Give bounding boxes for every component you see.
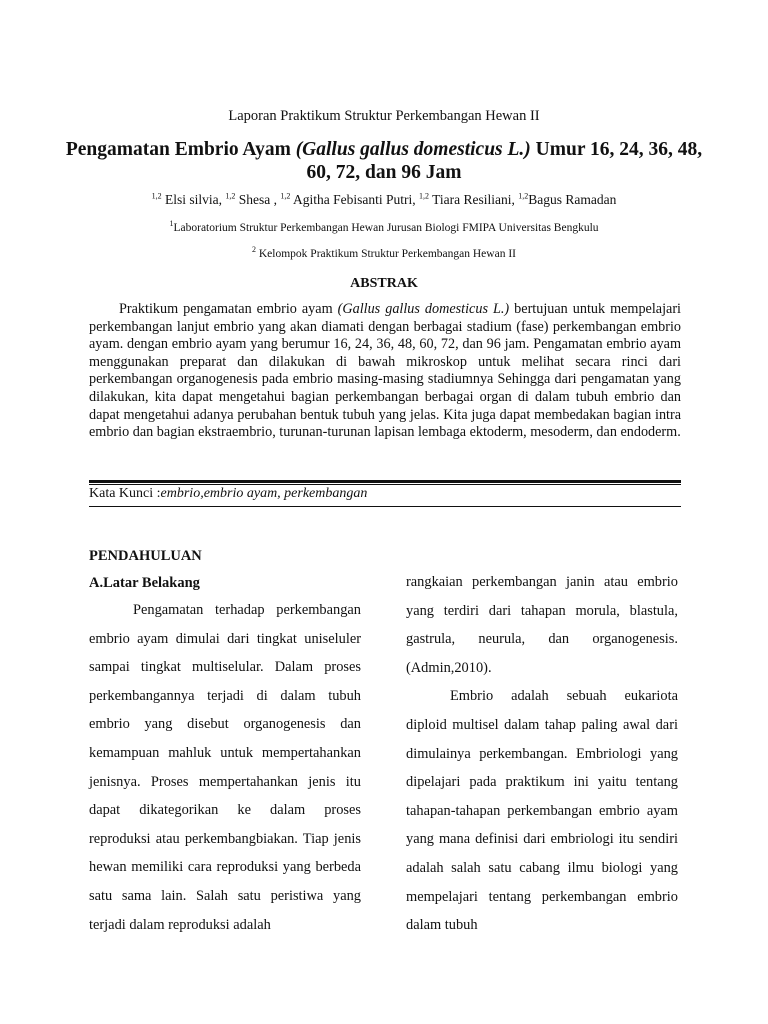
title-part2: Umur 16, 24, 36, 48, 60, 72, dan 96 Jam (306, 139, 703, 183)
keywords-label: Kata Kunci : (89, 486, 161, 501)
author-sup: 1,2 (225, 191, 236, 201)
paragraph: rangkaian perkembangan janin atau embrio yang terdiri dari tahapan morula, blastula, gastrula, neurula, dan organogenesis. (Admin,2010). (406, 574, 678, 676)
section-heading-pendahuluan: PENDAHULUAN (89, 548, 202, 564)
author-sup: 1,2 (280, 191, 291, 201)
paragraph: Pengamatan terhadap perkembangan embrio ayam dimulai dari tingkat uniseluler sampai tingkat multiselular. Dalam proses perkembangannya terjadi di dalam tubuh embrio yang disebut organogenesis dan kemampuan mahluk untuk mempertahankan jenisnya. Proses mempertahankan jenis itu dapat dikategorikan ke dalam proses reproduksi atau perkembangbiakan. Tiap jenis hewan memiliki cara reproduksi yang berbeda satu sama lain. Salah satu peristiwa yang terjadi dalam reproduksi adalah (89, 602, 361, 933)
affiliation-sup: 2 (252, 245, 256, 255)
right-column (406, 568, 678, 940)
left-column (89, 596, 361, 939)
abstract-heading: ABSTRAK (350, 276, 418, 291)
author-sup: 1,2 (151, 191, 162, 201)
title-species: (Gallus gallus domesticus L.) (295, 139, 531, 160)
author-name: Agitha Febisanti Putri, (293, 192, 416, 207)
abstract-divider (89, 480, 681, 485)
report-label: Laporan Praktikum Struktur Perkembangan Hewan II (228, 108, 540, 124)
keywords-terms: embrio,embrio ayam, perkembangan (160, 486, 368, 501)
author-sup: 1,2 (518, 191, 529, 201)
subsection-heading-latar-belakang: A.Latar Belakang (89, 575, 200, 591)
abstract-species: (Gallus gallus domesticus L.) (337, 301, 510, 317)
affiliation-1 (0, 219, 768, 234)
author-name: Tiara Resiliani, (432, 192, 515, 207)
keywords-divider (89, 506, 681, 507)
author-sup: 1,2 (419, 191, 429, 201)
paper-title (60, 138, 708, 184)
affiliation-2 (0, 245, 768, 260)
author-name: Shesa , (238, 192, 277, 207)
author-list (0, 192, 768, 208)
abstract-body (89, 301, 681, 442)
author-name: Elsi silvia, (164, 192, 222, 207)
author-name: Bagus Ramadan (528, 192, 617, 207)
paragraph: Embrio adalah sebuah eukariota diploid multisel dalam tahap paling awal dari dimulainya perkembangan. Embriologi yang dipelajari pada praktikum ini yaitu tentang tahapan-tahapan perkembangan embrio ayam yang mana definisi dari embriologi itu sendiri adalah salah satu cabang ilmu biologi yang mempelajari tentang perkembangan embrio dalam tubuh (406, 688, 678, 934)
affiliation-sup: 1 (169, 219, 174, 229)
affiliation-text: Laboratorium Struktur Perkembangan Hewan Jurusan Biologi FMIPA Universitas Bengkulu (173, 222, 599, 234)
abstract-text-before: Praktikum pengamatan embrio ayam (119, 301, 338, 317)
keywords (89, 486, 367, 502)
title-part1: Pengamatan Embrio Ayam (65, 139, 296, 160)
abstract-text-after: bertujuan untuk mempelajari perkembangan lanjut embrio yang akan diamati dengan berbagai stadium (fase) perkembangan embrio ayam. dengan embrio ayam yang berumur 16, 24, 36, 48, 60, 72, dan 96 jam. Pengamatan embrio ayam menggunakan preparat dan dilakukan di bawah mikroskop untuk melihat secara rinci dari perkembangan organogenesis pada embrio masing-masing stadiumnya Sehingga dari pengamatan yang dilakukan, kita dapat mengetahui bagian perkembangan berbagai organ di dalam tubuh embrio dan dapat mengetahui adanya perubahan bentuk tubuh yang jelas. Kita juga dapat membedakan bagian intra embrio dan bagian ekstraembrio, turunan-turunan lapisan lembaga ektoderm, mesoderm, dan endoderm. (89, 301, 681, 441)
affiliation-text: Kelompok Praktikum Struktur Perkembangan Hewan II (256, 248, 516, 260)
